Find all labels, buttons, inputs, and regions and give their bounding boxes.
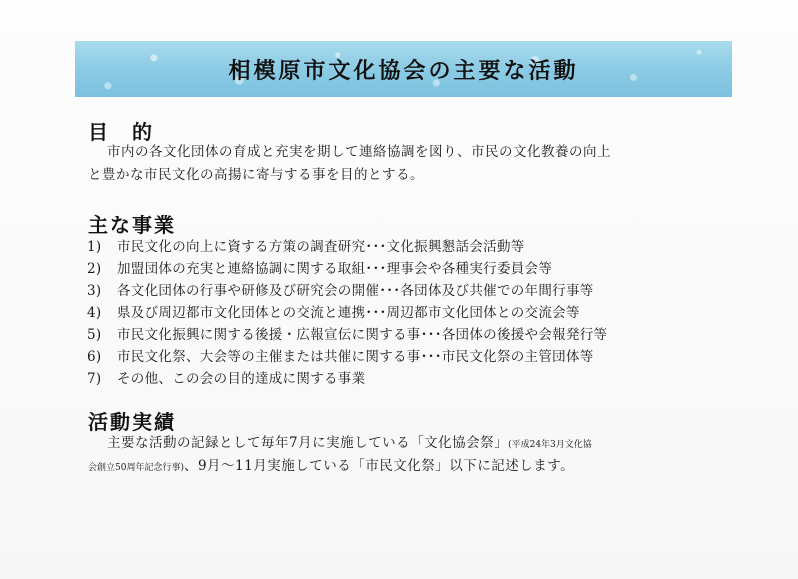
item-text: 市民文化祭、大会等の主催または共催に関する事･･･市民文化祭の主管団体等 xyxy=(117,349,594,365)
page-title: 相模原市文化協会の主要な活動 xyxy=(228,57,579,84)
achievements-text-cont: 、9月～11月実施している「市民文化祭」以下に記述します。 xyxy=(183,458,575,474)
item-text: その他、この会の目的達成に関する事業 xyxy=(117,371,366,387)
list-item xyxy=(87,280,607,302)
item-number: 6) xyxy=(87,349,102,365)
list-item xyxy=(87,258,607,280)
projects-heading: 主な事業 xyxy=(88,213,176,237)
projects-list xyxy=(87,236,607,390)
list-item xyxy=(87,346,607,368)
item-text: 市民文化振興に関する後援・広報宣伝に関する事･･･各団体の後援や会報発行等 xyxy=(117,327,608,343)
item-text: 市民文化の向上に資する方策の調査研究･･･文化振興懇話会活動等 xyxy=(117,239,525,255)
purpose-line-2: と豊かな市民文化の高揚に寄与する事を目的とする。 xyxy=(88,167,424,183)
achievements-line-2 xyxy=(88,455,574,480)
list-item xyxy=(87,236,607,258)
item-number: 5) xyxy=(87,327,102,343)
item-number: 3) xyxy=(87,283,102,299)
purpose-heading: 目 的 xyxy=(88,120,154,144)
list-item xyxy=(87,368,607,390)
item-number: 1) xyxy=(87,239,102,255)
item-text: 県及び周辺都市文化団体との交流と連携･･･周辺都市文化団体との交流会等 xyxy=(117,305,580,321)
list-item xyxy=(87,324,607,346)
purpose-line-1: 市内の各文化団体の育成と充実を期して連絡協調を図り、市民の文化教養の向上 xyxy=(107,144,611,160)
title-banner xyxy=(75,41,732,97)
item-number: 4) xyxy=(87,305,102,321)
list-item xyxy=(87,302,607,324)
achievements-note: (平成24年3月文化協 xyxy=(508,440,592,450)
achievements-heading: 活動実績 xyxy=(88,410,176,434)
achievements-line-1 xyxy=(107,432,592,457)
achievements-note-cont: 会創立50周年記念行事) xyxy=(88,463,184,473)
achievements-text: 主要な活動の記録として毎年7月に実施している「文化協会祭」 xyxy=(107,435,509,451)
item-text: 各文化団体の行事や研修及び研究会の開催･･･各団体及び共催での年間行事等 xyxy=(117,283,594,299)
item-number: 7) xyxy=(87,371,102,387)
item-text: 加盟団体の充実と連絡協調に関する取組･･･理事会や各種実行委員会等 xyxy=(117,261,553,277)
item-number: 2) xyxy=(87,261,102,277)
